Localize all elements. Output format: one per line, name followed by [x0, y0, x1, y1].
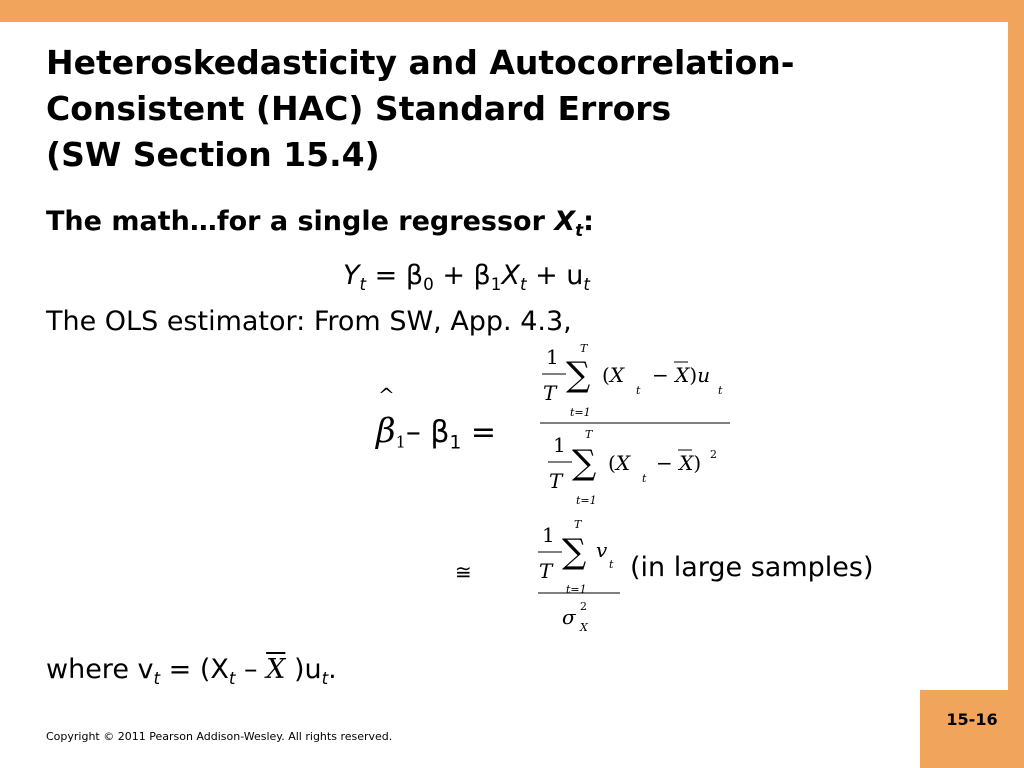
approx-sigma: σ — [562, 605, 576, 629]
model-u: + u — [526, 260, 584, 291]
den-sum-lower: t=1 — [576, 494, 597, 507]
approx-sigma-sub: X — [580, 621, 588, 634]
approx-v-sub: t — [609, 558, 614, 571]
den-term-sub: t — [642, 472, 647, 485]
where-d: t — [228, 667, 236, 688]
approx-sum-icon: ∑ — [562, 532, 587, 572]
approx-v: v — [596, 538, 608, 562]
slide — [0, 22, 1008, 768]
beta-hat-sub: 1 — [395, 432, 406, 452]
approx-fraction — [538, 518, 620, 634]
page-number-box — [920, 690, 1024, 768]
approx-sum-upper: T — [574, 518, 582, 531]
den-sum-upper: T — [585, 428, 593, 441]
den-square: 2 — [710, 448, 717, 461]
model-beta1: + β — [433, 260, 491, 291]
title-line-3: (SW Section 15.4) — [46, 135, 380, 174]
approx-symbol: ≅ — [455, 560, 472, 584]
lhs-beta-sub: 1 — [449, 432, 462, 454]
model-beta0-sub: 0 — [423, 273, 434, 294]
where-g: )u — [285, 654, 322, 685]
ols-estimator-text: The OLS estimator: From SW, App. 4.3, — [46, 306, 572, 337]
subheading-colon: : — [583, 206, 594, 237]
where-e: – — [235, 654, 267, 685]
model-x-sub: t — [519, 273, 527, 294]
lhs-equals: = — [461, 415, 497, 450]
den-one: 1 — [553, 433, 566, 457]
large-samples-text: (in large samples) — [630, 552, 874, 583]
model-y: Y — [343, 260, 360, 291]
den-T: T — [549, 469, 563, 493]
approx-T: T — [539, 559, 553, 583]
lhs-minus-beta: – β — [405, 415, 450, 450]
estimator-fraction — [378, 342, 730, 507]
title-line-2: Consistent (HAC) Standard Errors — [46, 89, 672, 128]
where-h: t — [321, 667, 329, 688]
den-sum-icon: ∑ — [572, 443, 597, 483]
approx-one: 1 — [542, 523, 555, 547]
model-beta1-sub: 1 — [490, 273, 502, 294]
num-term-sub: t — [636, 384, 641, 397]
where-definition — [46, 654, 337, 688]
title-line-1: Heteroskedasticity and Autocorrelation- — [46, 43, 795, 82]
num-sum-icon: ∑ — [566, 355, 591, 395]
where-c: = (X — [160, 654, 229, 685]
page-number: 15-16 — [946, 710, 998, 729]
num-term-minus: − X)u — [652, 363, 711, 387]
den-term-minus: − X) — [656, 451, 702, 475]
num-sum-lower: t=1 — [570, 406, 591, 419]
subheading-var: X — [554, 206, 576, 237]
num-one: 1 — [546, 345, 559, 369]
subheading-text: The math…for a single regressor — [46, 206, 545, 237]
model-u-sub: t — [583, 273, 590, 294]
where-xbar: $\overline{X}$ — [266, 654, 286, 685]
approx-sum-lower: t=1 — [566, 583, 587, 596]
model-y-sub: t — [359, 273, 367, 294]
num-sum-upper: T — [580, 342, 588, 355]
den-term: (X — [608, 451, 631, 475]
beta-hat-symbol: β — [376, 411, 396, 451]
where-b: t — [153, 667, 161, 688]
num-u-sub: t — [718, 384, 723, 397]
copyright-footer: Copyright © 2011 Pearson Addison-Wesley. All rights reserved. — [46, 730, 393, 743]
where-i: . — [328, 654, 337, 685]
hat-mark: ^ — [378, 383, 395, 407]
subheading-sub: t — [575, 219, 584, 240]
model-x: X — [501, 260, 520, 291]
num-T: T — [543, 381, 557, 405]
where-a: where v — [46, 654, 154, 685]
model-beta0: = β — [366, 260, 424, 291]
approx-sigma-sup: 2 — [580, 600, 587, 613]
num-term: (X — [602, 363, 625, 387]
